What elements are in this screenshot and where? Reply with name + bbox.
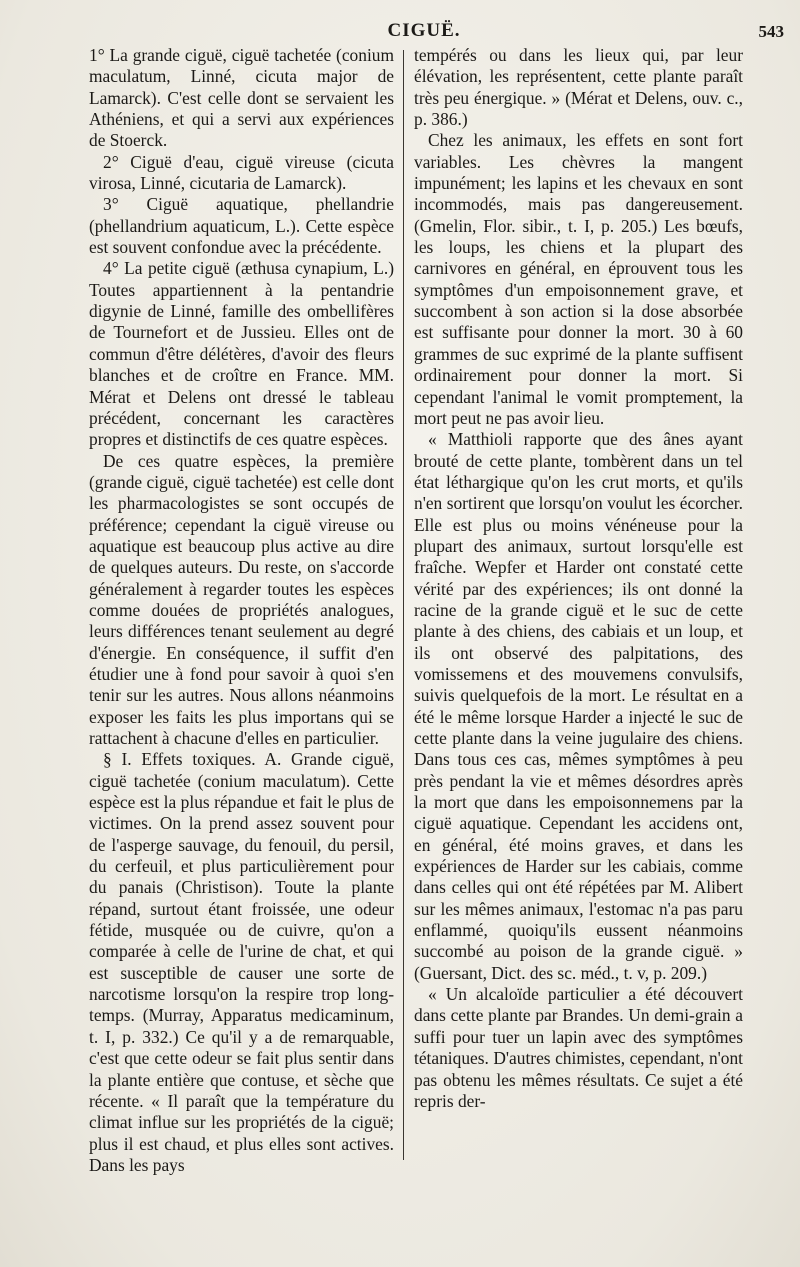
left-column [89,45,394,1250]
column-divider [403,50,404,1160]
paragraph: De ces quatre espèces, la première (grande ciguë, ciguë tachetée) est celle dont les pharmacologistes se sont occupés de préférence; cependant la ciguë vireuse ou aquatique est beaucoup plus active au dire de quelques auteurs. Du reste, on s'accorde généralement à regarder toutes les espèces comme douées de propriétés analogues, leurs différences tenant seulement au degré d'énergie. En conséquence, il suffit d'en étudier une à fond pour savoir à quoi s'en tenir sur les autres. Nous allons néanmoins exposer les faits les plus importans qui se rattachent à chacune d'elles en particulier. [89,450,394,748]
right-column [414,45,743,1250]
running-header [60,20,788,46]
paragraph: tempérés ou dans les lieux qui, par leur élévation, les représentent, cette plante paraît très peu énergique. » (Mérat et Delens, ouv. c., p. 386.) [414,45,743,130]
paragraph: § I. Effets toxiques. A. Grande ciguë, ciguë tachetée (conium maculatum). Cette espèce est la plus répandue et fait le plus de victimes. On la prend assez souvent pour de l'asperge sauvage, du fenouil, du persil, du cerfeuil, et plus particulièrement pour du panais (Christison). Toute la plante répand, surtout étant froissée, une odeur fétide, musquée ou de cuivre, qu'on a comparée à celle de l'urine de chat, et qui est susceptible de causer une sorte de narcotisme lorsqu'on la respire trop long-temps. (Murray, Apparatus medicaminum, t. I, p. 332.) Ce qu'il y a de remarquable, c'est que cette odeur se fait plus sentir dans la plante entière que contuse, et sèche que récente. « Il paraît que la température du climat influe sur les propriétés de la ciguë; plus il est chaud, et plus elles sont actives. Dans les pays [89,749,394,1175]
paragraph: Chez les animaux, les effets en sont fort variables. Les chèvres la mangent impunément; les lapins et les chevaux en sont incommodés, mais pas dangereusement. (Gmelin, Flor. sibir., t. I, p. 205.) Les bœufs, les loups, les chiens et la plupart des carnivores en général, en éprouvent tous les symptômes d'un empoisonnement grave, et succombent à son action si la dose absorbée est suffisante pour donner la mort. 30 à 60 grammes de suc exprimé de la plante suffisent ordinairement pour donner la mort. Si cependant l'animal le vomit promptement, la mort peut ne pas avoir lieu. [414,130,743,428]
paragraph: 1° La grande ciguë, ciguë tachetée (conium maculatum, Linné, cicuta major de Lamarck). C'est celle dont se servaient les Athéniens, et qui a servi aux expériences de Stoerck. [89,45,394,151]
paragraph: 4° La petite ciguë (æthusa cynapium, L.) Toutes appartiennent à la pentandrie digynie de Linné, famille des ombellifères de Tournefort et de Jussieu. Elles ont de commun d'être délétères, d'avoir des fleurs blanches et de croître en France. MM. Mérat et Delens ont dressé le tableau précédent, concernant les caractères propres et distinctifs de ces quatre espèces. [89,258,394,450]
paragraph: 2° Ciguë d'eau, ciguë vireuse (cicuta virosa, Linné, cicutaria de Lamarck). [89,151,394,194]
page-title: CIGUË. [387,20,461,41]
paragraph: 3° Ciguë aquatique, phellandrie (phellandrium aquaticum, L.). Cette espèce est souvent confondue avec la précédente. [89,194,394,258]
paragraph: « Un alcaloïde particulier a été découvert dans cette plante par Brandes. Un demi-grain a suffi pour tuer un lapin avec des symptômes tétaniques. D'autres chimistes, cependant, n'ont pas obtenu les mêmes résultats. Ce sujet a été repris der- [414,984,743,1111]
paragraph: « Matthioli rapporte que des ânes ayant brouté de cette plante, tombèrent dans un tel état léthargique qu'on les crut morts, et qu'ils n'en sortirent que lorsqu'on voulut les écorcher. Elle est plus ou moins vénéneuse pour la plupart des animaux, surtout lorsqu'elle est fraîche. Wepfer et Harder ont constaté cette vérité par des expériences; ils ont donné la racine de la grande ciguë et le suc de cette plante à des chiens, des cabiais et un loup, et ils ont observé des palpitations, des vomissemens et des mouvemens convulsifs, suivis quelquefois de la mort. Le résultat en a été le même lorsque Harder a injecté le suc de cette plante dans la veine jugulaire des chiens. Dans tous ces cas, mêmes symptômes à peu près pendant la vie et mêmes désordres après la mort que dans les empoisonnemens par la ciguë aquatique. Cependant les accidens ont, en général, été moins graves, et dans les expériences de Harder sur les cabiais, comme dans celles qui ont été répétées par M. Alibert sur les mêmes animaux, l'estomac n'a pas paru enflammé, quoiqu'ils eussent néanmoins succombé au poison de la grande ciguë. » (Guersant, Dict. des sc. méd., t. v, p. 209.) [414,429,743,983]
page-number: 543 [758,22,784,41]
